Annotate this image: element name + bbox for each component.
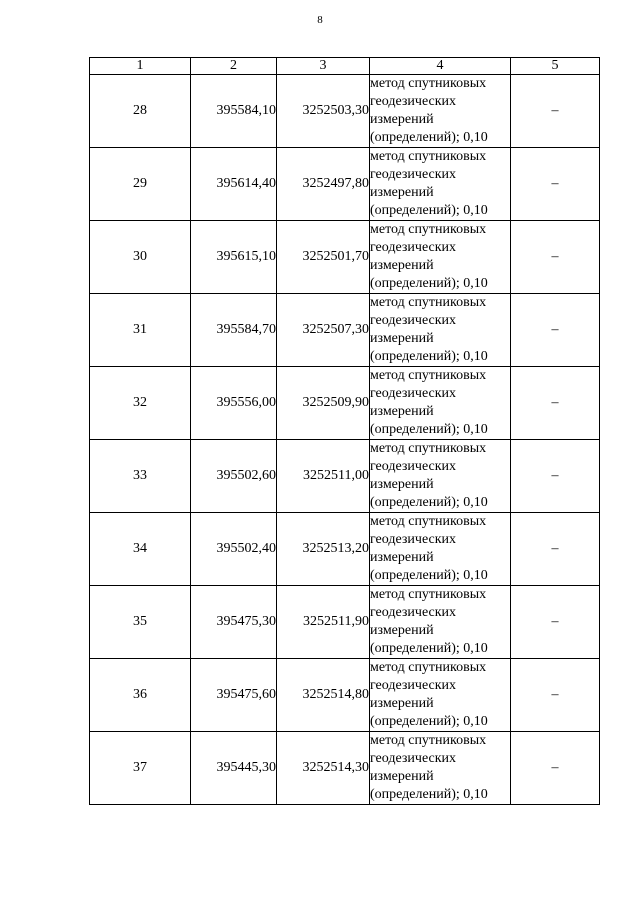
table-body <box>90 75 600 805</box>
method-line: метод спутниковых <box>370 733 487 748</box>
y-coordinate-cell: 3252514,80 <box>277 659 370 732</box>
point-number-cell: 28 <box>90 75 191 148</box>
method-cell <box>370 586 511 659</box>
note-cell: – <box>511 732 600 805</box>
y-coordinate-cell: 3252507,30 <box>277 294 370 367</box>
header-col-3: 3 <box>277 58 370 75</box>
method-line: метод спутниковых <box>370 368 487 383</box>
method-line: (определений); 0,10 <box>370 276 488 291</box>
point-number-cell: 36 <box>90 659 191 732</box>
x-coordinate-cell: 395502,60 <box>191 440 277 513</box>
method-cell <box>370 294 511 367</box>
method-line: геодезических <box>370 678 457 693</box>
method-line: (определений); 0,10 <box>370 130 488 145</box>
table-row <box>90 148 600 221</box>
note-cell: – <box>511 440 600 513</box>
coordinates-table <box>89 57 600 805</box>
method-cell <box>370 75 511 148</box>
method-line: (определений); 0,10 <box>370 568 488 583</box>
method-line: метод спутниковых <box>370 587 487 602</box>
method-line: геодезических <box>370 240 457 255</box>
method-line: измерений <box>370 696 434 711</box>
method-line: измерений <box>370 331 434 346</box>
y-coordinate-cell: 3252503,30 <box>277 75 370 148</box>
method-line: измерений <box>370 550 434 565</box>
y-coordinate-cell: 3252514,30 <box>277 732 370 805</box>
y-coordinate-cell: 3252513,20 <box>277 513 370 586</box>
method-line: геодезических <box>370 605 457 620</box>
method-line: (определений); 0,10 <box>370 714 488 729</box>
x-coordinate-cell: 395502,40 <box>191 513 277 586</box>
x-coordinate-cell: 395475,60 <box>191 659 277 732</box>
method-line: (определений); 0,10 <box>370 495 488 510</box>
point-number-cell: 34 <box>90 513 191 586</box>
table-row <box>90 221 600 294</box>
page-number: 8 <box>317 14 323 26</box>
method-line: геодезических <box>370 751 457 766</box>
header-col-2: 2 <box>191 58 277 75</box>
x-coordinate-cell: 395615,10 <box>191 221 277 294</box>
method-line: геодезических <box>370 532 457 547</box>
table-row <box>90 367 600 440</box>
method-cell <box>370 440 511 513</box>
table-row <box>90 75 600 148</box>
method-cell <box>370 221 511 294</box>
note-cell: – <box>511 75 600 148</box>
method-line: метод спутниковых <box>370 441 487 456</box>
point-number-cell: 37 <box>90 732 191 805</box>
point-number-cell: 32 <box>90 367 191 440</box>
note-cell: – <box>511 513 600 586</box>
table-row <box>90 732 600 805</box>
method-line: измерений <box>370 404 434 419</box>
point-number-cell: 30 <box>90 221 191 294</box>
note-cell: – <box>511 659 600 732</box>
method-line: (определений); 0,10 <box>370 641 488 656</box>
method-line: измерений <box>370 258 434 273</box>
x-coordinate-cell: 395556,00 <box>191 367 277 440</box>
x-coordinate-cell: 395445,30 <box>191 732 277 805</box>
point-number-cell: 33 <box>90 440 191 513</box>
method-line: метод спутниковых <box>370 660 487 675</box>
header-col-5: 5 <box>511 58 600 75</box>
y-coordinate-cell: 3252509,90 <box>277 367 370 440</box>
point-number-cell: 29 <box>90 148 191 221</box>
method-line: измерений <box>370 623 434 638</box>
method-line: (определений); 0,10 <box>370 787 488 802</box>
method-line: метод спутниковых <box>370 149 487 164</box>
method-line: геодезических <box>370 167 457 182</box>
table-row <box>90 659 600 732</box>
x-coordinate-cell: 395584,10 <box>191 75 277 148</box>
method-line: измерений <box>370 112 434 127</box>
y-coordinate-cell: 3252511,00 <box>277 440 370 513</box>
y-coordinate-cell: 3252497,80 <box>277 148 370 221</box>
table-header-row <box>90 58 600 75</box>
method-line: (определений); 0,10 <box>370 349 488 364</box>
note-cell: – <box>511 586 600 659</box>
point-number-cell: 35 <box>90 586 191 659</box>
method-cell <box>370 513 511 586</box>
method-line: метод спутниковых <box>370 222 487 237</box>
header-col-1: 1 <box>90 58 191 75</box>
method-line: геодезических <box>370 313 457 328</box>
method-line: метод спутниковых <box>370 295 487 310</box>
method-cell <box>370 367 511 440</box>
method-line: измерений <box>370 185 434 200</box>
note-cell: – <box>511 367 600 440</box>
method-cell <box>370 732 511 805</box>
method-cell <box>370 148 511 221</box>
table-row <box>90 294 600 367</box>
note-cell: – <box>511 148 600 221</box>
table-row <box>90 586 600 659</box>
method-line: (определений); 0,10 <box>370 422 488 437</box>
y-coordinate-cell: 3252511,90 <box>277 586 370 659</box>
method-line: метод спутниковых <box>370 76 487 91</box>
table-row <box>90 440 600 513</box>
method-line: (определений); 0,10 <box>370 203 488 218</box>
x-coordinate-cell: 395475,30 <box>191 586 277 659</box>
point-number-cell: 31 <box>90 294 191 367</box>
method-line: геодезических <box>370 94 457 109</box>
y-coordinate-cell: 3252501,70 <box>277 221 370 294</box>
x-coordinate-cell: 395584,70 <box>191 294 277 367</box>
header-col-4: 4 <box>370 58 511 75</box>
table-row <box>90 513 600 586</box>
note-cell: – <box>511 221 600 294</box>
method-line: геодезических <box>370 459 457 474</box>
method-line: измерений <box>370 477 434 492</box>
method-line: метод спутниковых <box>370 514 487 529</box>
method-cell <box>370 659 511 732</box>
note-cell: – <box>511 294 600 367</box>
method-line: геодезических <box>370 386 457 401</box>
x-coordinate-cell: 395614,40 <box>191 148 277 221</box>
method-line: измерений <box>370 769 434 784</box>
